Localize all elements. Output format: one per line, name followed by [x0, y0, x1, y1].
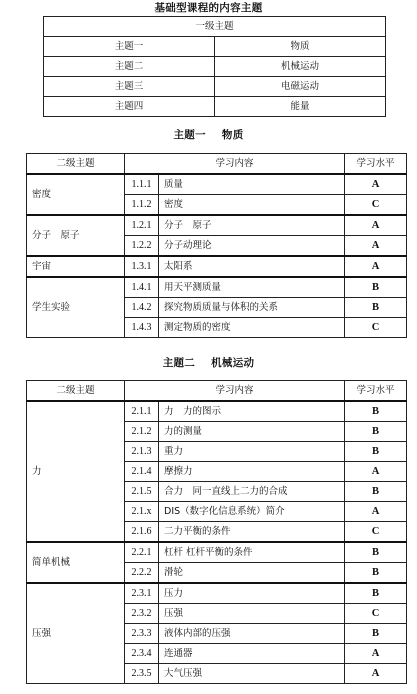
- item-level: C: [345, 604, 407, 624]
- subtopic-cell: 力: [27, 401, 125, 542]
- table-row: [27, 583, 407, 604]
- item-code: 1.2.2: [125, 236, 159, 257]
- item-level: B: [345, 583, 407, 604]
- table-row: [44, 57, 386, 77]
- item-level: B: [345, 401, 407, 422]
- topic-label: 主题四: [44, 97, 215, 117]
- item-code: 1.2.1: [125, 215, 159, 236]
- table-row: [27, 542, 407, 563]
- section1-table: [26, 153, 407, 338]
- topic-name: 机械运动: [215, 57, 386, 77]
- item-level: B: [345, 298, 407, 318]
- item-level: A: [345, 502, 407, 522]
- item-content: 力 力的图示: [159, 401, 345, 422]
- item-code: 2.3.1: [125, 583, 159, 604]
- item-content: 二力平衡的条件: [159, 522, 345, 543]
- topic-name: 电磁运动: [215, 77, 386, 97]
- section1-name: 物质: [221, 129, 244, 141]
- item-code: 1.1.2: [125, 195, 159, 216]
- section2-label: 主题二: [162, 357, 196, 369]
- item-level: B: [345, 422, 407, 442]
- item-level: B: [345, 277, 407, 298]
- subtopic-cell: 宇宙: [27, 256, 125, 277]
- item-content: 分子动理论: [159, 236, 345, 257]
- item-content: 质量: [159, 174, 345, 195]
- item-code: 1.1.1: [125, 174, 159, 195]
- overview-header: 一级主题: [44, 17, 386, 37]
- item-code: 2.1.4: [125, 462, 159, 482]
- col-header-content: 学习内容: [125, 154, 345, 175]
- subtopic-cell: 压强: [27, 583, 125, 684]
- col-header-level: 学习水平: [345, 154, 407, 175]
- col-header-level: 学习水平: [345, 381, 407, 402]
- item-level: C: [345, 522, 407, 543]
- item-code: 1.3.1: [125, 256, 159, 277]
- table-row: [27, 277, 407, 298]
- table-row: [27, 174, 407, 195]
- item-content: 摩擦力: [159, 462, 345, 482]
- item-content: 探究物质质量与体积的关系: [159, 298, 345, 318]
- table-row: [44, 97, 386, 117]
- section2-title: [0, 356, 417, 370]
- item-level: A: [345, 644, 407, 664]
- item-level: B: [345, 442, 407, 462]
- item-level: B: [345, 482, 407, 502]
- col-header-content: 学习内容: [125, 381, 345, 402]
- item-code: 2.2.1: [125, 542, 159, 563]
- table-row: [44, 77, 386, 97]
- subtopic-cell: 简单机械: [27, 542, 125, 583]
- item-content: 压力: [159, 583, 345, 604]
- col-header-sub: 二级主题: [27, 381, 125, 402]
- item-content: 重力: [159, 442, 345, 462]
- overview-title: 基础型课程的内容主题: [154, 2, 263, 14]
- item-content: 太阳系: [159, 256, 345, 277]
- item-code: 2.3.3: [125, 624, 159, 644]
- item-code: 2.1.x: [125, 502, 159, 522]
- item-content: 测定物质的密度: [159, 318, 345, 338]
- section2-table: [26, 380, 407, 684]
- col-header-sub: 二级主题: [27, 154, 125, 175]
- section2-name: 机械运动: [211, 357, 255, 369]
- item-code: 2.3.2: [125, 604, 159, 624]
- item-code: 1.4.2: [125, 298, 159, 318]
- item-content: 用天平测质量: [159, 277, 345, 298]
- topic-label: 主题一: [44, 37, 215, 57]
- item-content: 滑轮: [159, 563, 345, 584]
- item-code: 1.4.3: [125, 318, 159, 338]
- section1-title: [0, 128, 417, 142]
- item-content: 力的测量: [159, 422, 345, 442]
- item-level: A: [345, 462, 407, 482]
- table-row: [27, 215, 407, 236]
- item-code: 2.2.2: [125, 563, 159, 584]
- topic-name: 能量: [215, 97, 386, 117]
- section1-label: 主题一: [173, 129, 206, 141]
- item-level: A: [345, 664, 407, 684]
- item-content: 压强: [159, 604, 345, 624]
- item-content: 合力 同一直线上二力的合成: [159, 482, 345, 502]
- item-code: 2.1.5: [125, 482, 159, 502]
- topic-name: 物质: [215, 37, 386, 57]
- item-content: 杠杆 杠杆平衡的条件: [159, 542, 345, 563]
- item-level: B: [345, 563, 407, 584]
- item-content: 液体内部的压强: [159, 624, 345, 644]
- item-content: 连通器: [159, 644, 345, 664]
- item-content: DIS（数字化信息系统）简介: [159, 502, 345, 522]
- item-code: 2.1.6: [125, 522, 159, 543]
- item-content: 密度: [159, 195, 345, 216]
- topic-label: 主题三: [44, 77, 215, 97]
- subtopic-cell: 密度: [27, 174, 125, 215]
- topic-label: 主题二: [44, 57, 215, 77]
- table-row: [27, 401, 407, 422]
- subtopic-cell: 分子 原子: [27, 215, 125, 256]
- item-level: A: [345, 256, 407, 277]
- item-level: C: [345, 195, 407, 216]
- item-code: 2.1.2: [125, 422, 159, 442]
- overview-table: [43, 16, 386, 117]
- table-header-row: [27, 381, 407, 402]
- table-row: [44, 37, 386, 57]
- item-code: 1.4.1: [125, 277, 159, 298]
- item-level: A: [345, 236, 407, 257]
- item-level: B: [345, 542, 407, 563]
- subtopic-cell: 学生实验: [27, 277, 125, 338]
- item-level: A: [345, 174, 407, 195]
- table-header-row: [27, 154, 407, 175]
- item-code: 2.3.5: [125, 664, 159, 684]
- item-level: C: [345, 318, 407, 338]
- item-code: 2.1.3: [125, 442, 159, 462]
- item-content: 大气压强: [159, 664, 345, 684]
- item-content: 分子 原子: [159, 215, 345, 236]
- item-code: 2.3.4: [125, 644, 159, 664]
- table-row: [27, 256, 407, 277]
- item-level: B: [345, 624, 407, 644]
- item-level: A: [345, 215, 407, 236]
- item-code: 2.1.1: [125, 401, 159, 422]
- overview-header-row: [44, 17, 386, 37]
